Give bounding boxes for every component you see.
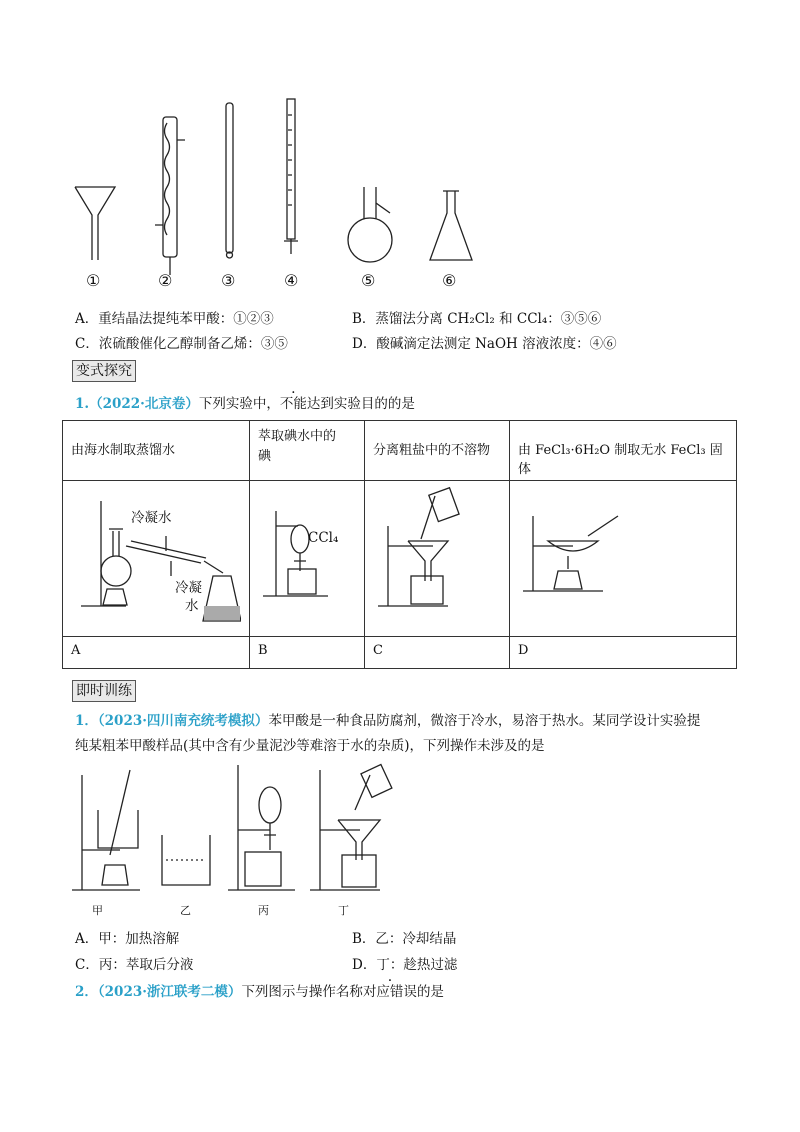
apparatus-figure	[60, 95, 500, 295]
q1-source: （2022·北京卷）	[89, 396, 199, 412]
q3-number: 2．	[75, 984, 98, 1000]
section-tag-variant: 变式探究	[72, 360, 136, 382]
section-tag-practice: 即时训练	[72, 680, 136, 702]
fig-label-yi: 乙	[180, 904, 191, 917]
q2-apparatus-drawing	[70, 760, 400, 900]
q2-number: 1．	[75, 713, 98, 729]
q2-option-d: D．丁：趁热过滤	[352, 957, 458, 973]
figure-cell-distill	[63, 481, 250, 637]
burette-shape	[284, 99, 298, 254]
q2-stem-line2: 纯某粗苯甲酸样品(其中含有少量泥沙等难溶于水的杂质)，下列操作未涉及的是	[75, 738, 545, 754]
label-1: ①	[86, 271, 101, 290]
q1-stem	[75, 395, 415, 413]
q3-stem-emphasis: 对应错误	[362, 984, 417, 1000]
option-cell-a: A	[63, 637, 250, 669]
label-ccl4: CCl₄	[308, 530, 339, 546]
fig-label-ding: 丁	[338, 904, 349, 917]
header-cell-extract: 萃取碘水中的 碘	[250, 421, 365, 481]
q3-stem-pre: 下列图示与操作名称	[241, 984, 363, 1000]
q0-option-d: D．酸碱滴定法测定 NaOH 溶液浓度：④⑥	[352, 336, 617, 352]
evaporation-apparatus	[518, 481, 728, 631]
header-cell-filter: 分离粗盐中的不溶物	[365, 421, 510, 481]
header-cell-dry: 由 FeCl₃·6H₂O 制取无水 FeCl₃ 固体	[510, 421, 737, 481]
funnel-shape	[75, 187, 115, 260]
apparatus-drawing	[60, 95, 500, 295]
q1-stem-emphasis: 不能	[279, 396, 307, 412]
label-4: ④	[284, 271, 299, 290]
erlenmeyer-flask-shape	[430, 191, 472, 260]
label-cooling-water-out-2: 水	[185, 598, 199, 614]
q0-option-b: B．蒸馏法分离 CH₂Cl₂ 和 CCl₄：③⑤⑥	[352, 311, 602, 327]
q3-stem-post: 的是	[416, 984, 444, 1000]
label-6: ⑥	[442, 271, 457, 290]
q2-option-b: B．乙：冷却结晶	[352, 931, 457, 947]
filtration-apparatus	[373, 481, 501, 631]
label-3: ③	[221, 271, 236, 290]
label-5: ⑤	[361, 271, 376, 290]
q2-option-c: C．丙：萃取后分液	[75, 957, 194, 973]
q3-stem	[75, 983, 444, 1001]
figure-cell-filter	[365, 481, 510, 637]
fig-label-bing: 丙	[258, 904, 269, 917]
separatory-funnel-apparatus	[258, 481, 356, 631]
figure-cell-dry	[510, 481, 737, 637]
q0-option-c: C．浓硫酸催化乙醇制备乙烯：③⑤	[75, 336, 288, 352]
q2-stem-text-1: 苯甲酸是一种食品防腐剂，微溶于冷水，易溶于热水。某同学设计实验提	[268, 713, 701, 729]
label-2: ②	[158, 271, 173, 290]
label-cooling-water-out-1: 冷凝	[175, 580, 202, 596]
option-cell-d: D	[510, 637, 737, 669]
q2-figure	[70, 760, 400, 920]
label-cooling-water-in: 冷凝水	[131, 510, 172, 526]
thermometer-shape	[226, 103, 233, 258]
q2-source: （2023·四川南充统考模拟）	[97, 713, 269, 729]
figure-cell-extract	[250, 481, 365, 637]
q1-stem-pre: 下列实验中，	[198, 396, 280, 412]
distilling-flask-shape	[348, 187, 392, 262]
header-cell-distill: 由海水制取蒸馏水	[63, 421, 250, 481]
q2-stem-line1	[75, 712, 700, 730]
option-cell-c: C	[365, 637, 510, 669]
q0-option-a: A．重结晶法提纯苯甲酸：①②③	[75, 311, 274, 327]
distillation-apparatus	[71, 481, 241, 631]
q1-stem-post: 达到实验目的的是	[306, 396, 415, 412]
q3-source: （2023·浙江联考二模）	[97, 984, 242, 1000]
q1-number: 1.	[75, 396, 90, 412]
option-cell-b: B	[250, 637, 365, 669]
q2-option-a: A．甲：加热溶解	[75, 931, 180, 947]
experiment-table	[62, 420, 737, 669]
condenser-shape	[155, 117, 185, 275]
fig-label-jia: 甲	[92, 904, 103, 917]
